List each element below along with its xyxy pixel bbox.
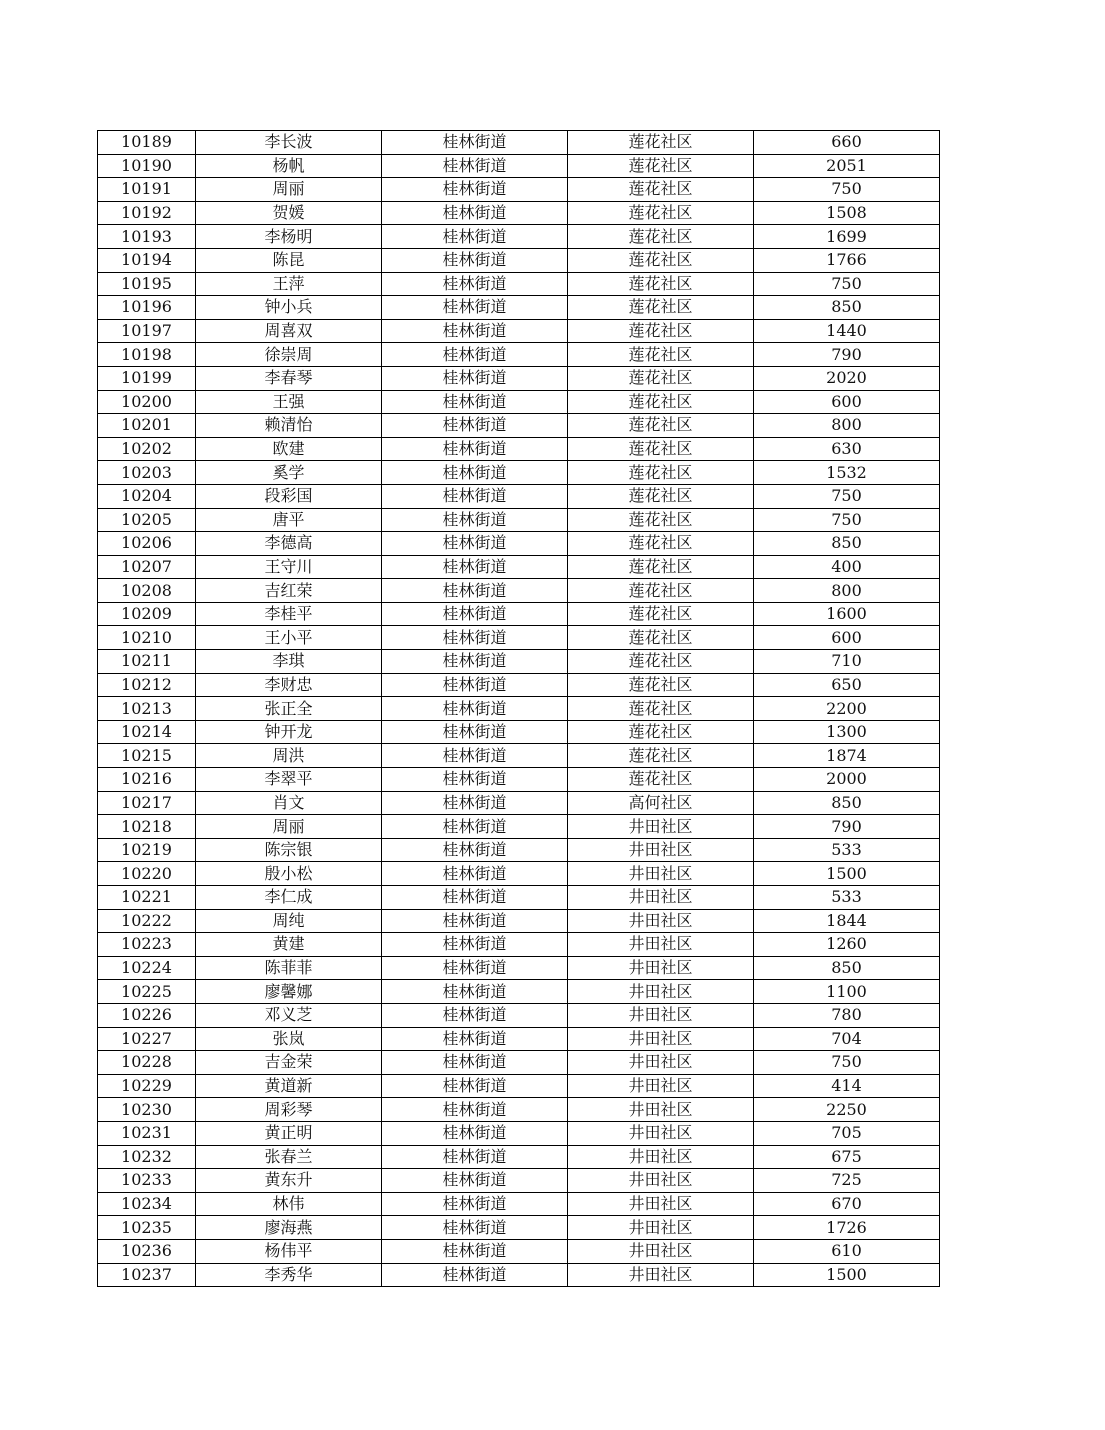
- data-table: [97, 130, 940, 1287]
- street-cell: 桂林街道: [382, 720, 568, 744]
- table-row: [98, 886, 940, 910]
- community-cell: 莲花社区: [568, 366, 754, 390]
- record-id-cell: 10233: [98, 1169, 196, 1193]
- amount-cell: 400: [754, 555, 940, 579]
- street-cell: 桂林街道: [382, 484, 568, 508]
- amount-cell: 670: [754, 1192, 940, 1216]
- amount-cell: 1260: [754, 933, 940, 957]
- amount-cell: 790: [754, 815, 940, 839]
- table-row: [98, 650, 940, 674]
- amount-cell: 533: [754, 886, 940, 910]
- name-cell: 黄道新: [196, 1074, 382, 1098]
- street-cell: 桂林街道: [382, 154, 568, 178]
- amount-cell: 750: [754, 272, 940, 296]
- community-cell: 莲花社区: [568, 626, 754, 650]
- table-row: [98, 815, 940, 839]
- street-cell: 桂林街道: [382, 626, 568, 650]
- name-cell: 李仁成: [196, 886, 382, 910]
- name-cell: 殷小松: [196, 862, 382, 886]
- amount-cell: 2000: [754, 768, 940, 792]
- table-row: [98, 862, 940, 886]
- amount-cell: 1726: [754, 1216, 940, 1240]
- community-cell: 莲花社区: [568, 484, 754, 508]
- community-cell: 井田社区: [568, 1121, 754, 1145]
- community-cell: 莲花社区: [568, 414, 754, 438]
- street-cell: 桂林街道: [382, 1263, 568, 1287]
- name-cell: 廖海燕: [196, 1216, 382, 1240]
- record-id-cell: 10204: [98, 484, 196, 508]
- record-id-cell: 10214: [98, 720, 196, 744]
- table-row: [98, 248, 940, 272]
- amount-cell: 650: [754, 673, 940, 697]
- name-cell: 周纯: [196, 909, 382, 933]
- table-row: [98, 390, 940, 414]
- street-cell: 桂林街道: [382, 1003, 568, 1027]
- table-row: [98, 131, 940, 155]
- street-cell: 桂林街道: [382, 178, 568, 202]
- record-id-cell: 10199: [98, 366, 196, 390]
- table-row: [98, 602, 940, 626]
- name-cell: 赖清怡: [196, 414, 382, 438]
- name-cell: 杨帆: [196, 154, 382, 178]
- name-cell: 周彩琴: [196, 1098, 382, 1122]
- amount-cell: 2200: [754, 697, 940, 721]
- street-cell: 桂林街道: [382, 131, 568, 155]
- record-id-cell: 10203: [98, 461, 196, 485]
- amount-cell: 2020: [754, 366, 940, 390]
- community-cell: 莲花社区: [568, 720, 754, 744]
- street-cell: 桂林街道: [382, 744, 568, 768]
- table-body: [98, 131, 940, 1287]
- record-id-cell: 10217: [98, 791, 196, 815]
- street-cell: 桂林街道: [382, 366, 568, 390]
- table-row: [98, 296, 940, 320]
- table-row: [98, 319, 940, 343]
- name-cell: 李翠平: [196, 768, 382, 792]
- amount-cell: 850: [754, 791, 940, 815]
- record-id-cell: 10218: [98, 815, 196, 839]
- name-cell: 李德高: [196, 532, 382, 556]
- community-cell: 莲花社区: [568, 272, 754, 296]
- name-cell: 周丽: [196, 815, 382, 839]
- record-id-cell: 10223: [98, 933, 196, 957]
- community-cell: 井田社区: [568, 862, 754, 886]
- name-cell: 唐平: [196, 508, 382, 532]
- community-cell: 井田社区: [568, 838, 754, 862]
- name-cell: 肖文: [196, 791, 382, 815]
- name-cell: 奚学: [196, 461, 382, 485]
- amount-cell: 725: [754, 1169, 940, 1193]
- amount-cell: 1532: [754, 461, 940, 485]
- amount-cell: 850: [754, 532, 940, 556]
- community-cell: 井田社区: [568, 933, 754, 957]
- street-cell: 桂林街道: [382, 1192, 568, 1216]
- community-cell: 莲花社区: [568, 461, 754, 485]
- record-id-cell: 10196: [98, 296, 196, 320]
- street-cell: 桂林街道: [382, 319, 568, 343]
- name-cell: 李长波: [196, 131, 382, 155]
- table-row: [98, 768, 940, 792]
- community-cell: 井田社区: [568, 886, 754, 910]
- amount-cell: 750: [754, 508, 940, 532]
- record-id-cell: 10193: [98, 225, 196, 249]
- community-cell: 莲花社区: [568, 532, 754, 556]
- record-id-cell: 10227: [98, 1027, 196, 1051]
- amount-cell: 600: [754, 626, 940, 650]
- community-cell: 莲花社区: [568, 343, 754, 367]
- community-cell: 井田社区: [568, 1098, 754, 1122]
- street-cell: 桂林街道: [382, 1121, 568, 1145]
- name-cell: 李杨明: [196, 225, 382, 249]
- table-row: [98, 154, 940, 178]
- record-id-cell: 10225: [98, 980, 196, 1004]
- record-id-cell: 10200: [98, 390, 196, 414]
- record-id-cell: 10228: [98, 1051, 196, 1075]
- name-cell: 李春琴: [196, 366, 382, 390]
- table-row: [98, 1027, 940, 1051]
- street-cell: 桂林街道: [382, 343, 568, 367]
- community-cell: 莲花社区: [568, 319, 754, 343]
- community-cell: 井田社区: [568, 1051, 754, 1075]
- record-id-cell: 10212: [98, 673, 196, 697]
- table-row: [98, 225, 940, 249]
- street-cell: 桂林街道: [382, 579, 568, 603]
- record-id-cell: 10205: [98, 508, 196, 532]
- record-id-cell: 10224: [98, 956, 196, 980]
- community-cell: 莲花社区: [568, 555, 754, 579]
- table-row: [98, 178, 940, 202]
- street-cell: 桂林街道: [382, 272, 568, 296]
- street-cell: 桂林街道: [382, 886, 568, 910]
- record-id-cell: 10211: [98, 650, 196, 674]
- amount-cell: 710: [754, 650, 940, 674]
- street-cell: 桂林街道: [382, 650, 568, 674]
- street-cell: 桂林街道: [382, 980, 568, 1004]
- community-cell: 莲花社区: [568, 744, 754, 768]
- street-cell: 桂林街道: [382, 815, 568, 839]
- amount-cell: 800: [754, 579, 940, 603]
- street-cell: 桂林街道: [382, 602, 568, 626]
- table-row: [98, 791, 940, 815]
- record-id-cell: 10216: [98, 768, 196, 792]
- table-row: [98, 744, 940, 768]
- record-id-cell: 10221: [98, 886, 196, 910]
- record-id-cell: 10237: [98, 1263, 196, 1287]
- table-row: [98, 579, 940, 603]
- table-row: [98, 555, 940, 579]
- community-cell: 井田社区: [568, 980, 754, 1004]
- name-cell: 欧建: [196, 437, 382, 461]
- community-cell: 莲花社区: [568, 178, 754, 202]
- table-row: [98, 484, 940, 508]
- name-cell: 吉金荣: [196, 1051, 382, 1075]
- community-cell: 井田社区: [568, 1169, 754, 1193]
- table-row: [98, 1145, 940, 1169]
- amount-cell: 1440: [754, 319, 940, 343]
- table-row: [98, 508, 940, 532]
- table-row: [98, 956, 940, 980]
- record-id-cell: 10201: [98, 414, 196, 438]
- street-cell: 桂林街道: [382, 673, 568, 697]
- table-row: [98, 1239, 940, 1263]
- name-cell: 陈菲菲: [196, 956, 382, 980]
- table-row: [98, 909, 940, 933]
- name-cell: 徐崇周: [196, 343, 382, 367]
- community-cell: 井田社区: [568, 1216, 754, 1240]
- record-id-cell: 10232: [98, 1145, 196, 1169]
- amount-cell: 630: [754, 437, 940, 461]
- name-cell: 林伟: [196, 1192, 382, 1216]
- table-row: [98, 1169, 940, 1193]
- street-cell: 桂林街道: [382, 225, 568, 249]
- amount-cell: 675: [754, 1145, 940, 1169]
- record-id-cell: 10194: [98, 248, 196, 272]
- amount-cell: 660: [754, 131, 940, 155]
- community-cell: 莲花社区: [568, 131, 754, 155]
- street-cell: 桂林街道: [382, 956, 568, 980]
- amount-cell: 2250: [754, 1098, 940, 1122]
- name-cell: 钟开龙: [196, 720, 382, 744]
- table-row: [98, 532, 940, 556]
- record-id-cell: 10213: [98, 697, 196, 721]
- table-row: [98, 414, 940, 438]
- table-row: [98, 1216, 940, 1240]
- community-cell: 莲花社区: [568, 248, 754, 272]
- name-cell: 黄建: [196, 933, 382, 957]
- name-cell: 黄正明: [196, 1121, 382, 1145]
- name-cell: 李财忠: [196, 673, 382, 697]
- record-id-cell: 10230: [98, 1098, 196, 1122]
- amount-cell: 1500: [754, 1263, 940, 1287]
- table-row: [98, 272, 940, 296]
- amount-cell: 800: [754, 414, 940, 438]
- street-cell: 桂林街道: [382, 390, 568, 414]
- community-cell: 莲花社区: [568, 768, 754, 792]
- amount-cell: 850: [754, 296, 940, 320]
- record-id-cell: 10198: [98, 343, 196, 367]
- record-id-cell: 10226: [98, 1003, 196, 1027]
- amount-cell: 1699: [754, 225, 940, 249]
- name-cell: 廖馨娜: [196, 980, 382, 1004]
- record-id-cell: 10191: [98, 178, 196, 202]
- table-row: [98, 1121, 940, 1145]
- amount-cell: 1300: [754, 720, 940, 744]
- street-cell: 桂林街道: [382, 838, 568, 862]
- name-cell: 王萍: [196, 272, 382, 296]
- community-cell: 井田社区: [568, 956, 754, 980]
- table-row: [98, 461, 940, 485]
- community-cell: 高何社区: [568, 791, 754, 815]
- community-cell: 井田社区: [568, 1003, 754, 1027]
- community-cell: 莲花社区: [568, 579, 754, 603]
- record-id-cell: 10208: [98, 579, 196, 603]
- record-id-cell: 10231: [98, 1121, 196, 1145]
- community-cell: 井田社区: [568, 909, 754, 933]
- street-cell: 桂林街道: [382, 862, 568, 886]
- amount-cell: 1874: [754, 744, 940, 768]
- community-cell: 莲花社区: [568, 697, 754, 721]
- table-row: [98, 1003, 940, 1027]
- table-row: [98, 1074, 940, 1098]
- street-cell: 桂林街道: [382, 248, 568, 272]
- record-id-cell: 10220: [98, 862, 196, 886]
- name-cell: 杨伟平: [196, 1239, 382, 1263]
- name-cell: 黄东升: [196, 1169, 382, 1193]
- community-cell: 莲花社区: [568, 225, 754, 249]
- name-cell: 钟小兵: [196, 296, 382, 320]
- record-id-cell: 10207: [98, 555, 196, 579]
- street-cell: 桂林街道: [382, 532, 568, 556]
- amount-cell: 750: [754, 178, 940, 202]
- record-id-cell: 10206: [98, 532, 196, 556]
- table-row: [98, 201, 940, 225]
- name-cell: 李秀华: [196, 1263, 382, 1287]
- name-cell: 段彩国: [196, 484, 382, 508]
- record-id-cell: 10219: [98, 838, 196, 862]
- community-cell: 莲花社区: [568, 390, 754, 414]
- amount-cell: 610: [754, 1239, 940, 1263]
- amount-cell: 850: [754, 956, 940, 980]
- table-row: [98, 838, 940, 862]
- street-cell: 桂林街道: [382, 909, 568, 933]
- table-row: [98, 1263, 940, 1287]
- amount-cell: 2051: [754, 154, 940, 178]
- amount-cell: 790: [754, 343, 940, 367]
- street-cell: 桂林街道: [382, 461, 568, 485]
- amount-cell: 600: [754, 390, 940, 414]
- name-cell: 李琪: [196, 650, 382, 674]
- record-id-cell: 10189: [98, 131, 196, 155]
- name-cell: 王守川: [196, 555, 382, 579]
- record-id-cell: 10229: [98, 1074, 196, 1098]
- record-id-cell: 10197: [98, 319, 196, 343]
- table-row: [98, 933, 940, 957]
- street-cell: 桂林街道: [382, 1098, 568, 1122]
- table-row: [98, 1098, 940, 1122]
- table-row: [98, 343, 940, 367]
- community-cell: 莲花社区: [568, 650, 754, 674]
- street-cell: 桂林街道: [382, 437, 568, 461]
- record-id-cell: 10235: [98, 1216, 196, 1240]
- name-cell: 周洪: [196, 744, 382, 768]
- name-cell: 周丽: [196, 178, 382, 202]
- name-cell: 张春兰: [196, 1145, 382, 1169]
- amount-cell: 1600: [754, 602, 940, 626]
- street-cell: 桂林街道: [382, 508, 568, 532]
- table-row: [98, 720, 940, 744]
- record-id-cell: 10202: [98, 437, 196, 461]
- table-row: [98, 980, 940, 1004]
- table-row: [98, 697, 940, 721]
- table-row: [98, 673, 940, 697]
- amount-cell: 780: [754, 1003, 940, 1027]
- community-cell: 莲花社区: [568, 201, 754, 225]
- street-cell: 桂林街道: [382, 768, 568, 792]
- name-cell: 王强: [196, 390, 382, 414]
- name-cell: 王小平: [196, 626, 382, 650]
- amount-cell: 1508: [754, 201, 940, 225]
- community-cell: 井田社区: [568, 815, 754, 839]
- record-id-cell: 10234: [98, 1192, 196, 1216]
- community-cell: 井田社区: [568, 1192, 754, 1216]
- amount-cell: 1100: [754, 980, 940, 1004]
- amount-cell: 1844: [754, 909, 940, 933]
- amount-cell: 704: [754, 1027, 940, 1051]
- name-cell: 贺媛: [196, 201, 382, 225]
- street-cell: 桂林街道: [382, 697, 568, 721]
- street-cell: 桂林街道: [382, 933, 568, 957]
- name-cell: 吉红荣: [196, 579, 382, 603]
- record-id-cell: 10192: [98, 201, 196, 225]
- name-cell: 陈昆: [196, 248, 382, 272]
- community-cell: 莲花社区: [568, 437, 754, 461]
- community-cell: 莲花社区: [568, 154, 754, 178]
- community-cell: 井田社区: [568, 1027, 754, 1051]
- amount-cell: 1500: [754, 862, 940, 886]
- amount-cell: 705: [754, 1121, 940, 1145]
- street-cell: 桂林街道: [382, 791, 568, 815]
- community-cell: 井田社区: [568, 1263, 754, 1287]
- community-cell: 井田社区: [568, 1239, 754, 1263]
- name-cell: 李桂平: [196, 602, 382, 626]
- name-cell: 张正全: [196, 697, 382, 721]
- record-id-cell: 10190: [98, 154, 196, 178]
- street-cell: 桂林街道: [382, 1216, 568, 1240]
- amount-cell: 750: [754, 484, 940, 508]
- table-row: [98, 437, 940, 461]
- community-cell: 莲花社区: [568, 673, 754, 697]
- record-id-cell: 10209: [98, 602, 196, 626]
- community-cell: 井田社区: [568, 1145, 754, 1169]
- street-cell: 桂林街道: [382, 1239, 568, 1263]
- street-cell: 桂林街道: [382, 1027, 568, 1051]
- street-cell: 桂林街道: [382, 1169, 568, 1193]
- table-row: [98, 1192, 940, 1216]
- table-row: [98, 366, 940, 390]
- record-id-cell: 10195: [98, 272, 196, 296]
- record-id-cell: 10236: [98, 1239, 196, 1263]
- street-cell: 桂林街道: [382, 555, 568, 579]
- street-cell: 桂林街道: [382, 414, 568, 438]
- street-cell: 桂林街道: [382, 296, 568, 320]
- amount-cell: 533: [754, 838, 940, 862]
- community-cell: 井田社区: [568, 1074, 754, 1098]
- street-cell: 桂林街道: [382, 1074, 568, 1098]
- community-cell: 莲花社区: [568, 602, 754, 626]
- name-cell: 周喜双: [196, 319, 382, 343]
- community-cell: 莲花社区: [568, 296, 754, 320]
- community-cell: 莲花社区: [568, 508, 754, 532]
- record-id-cell: 10222: [98, 909, 196, 933]
- name-cell: 张岚: [196, 1027, 382, 1051]
- record-id-cell: 10215: [98, 744, 196, 768]
- name-cell: 邓义芝: [196, 1003, 382, 1027]
- record-id-cell: 10210: [98, 626, 196, 650]
- street-cell: 桂林街道: [382, 1145, 568, 1169]
- street-cell: 桂林街道: [382, 201, 568, 225]
- table-row: [98, 626, 940, 650]
- amount-cell: 414: [754, 1074, 940, 1098]
- amount-cell: 750: [754, 1051, 940, 1075]
- street-cell: 桂林街道: [382, 1051, 568, 1075]
- table-row: [98, 1051, 940, 1075]
- name-cell: 陈宗银: [196, 838, 382, 862]
- amount-cell: 1766: [754, 248, 940, 272]
